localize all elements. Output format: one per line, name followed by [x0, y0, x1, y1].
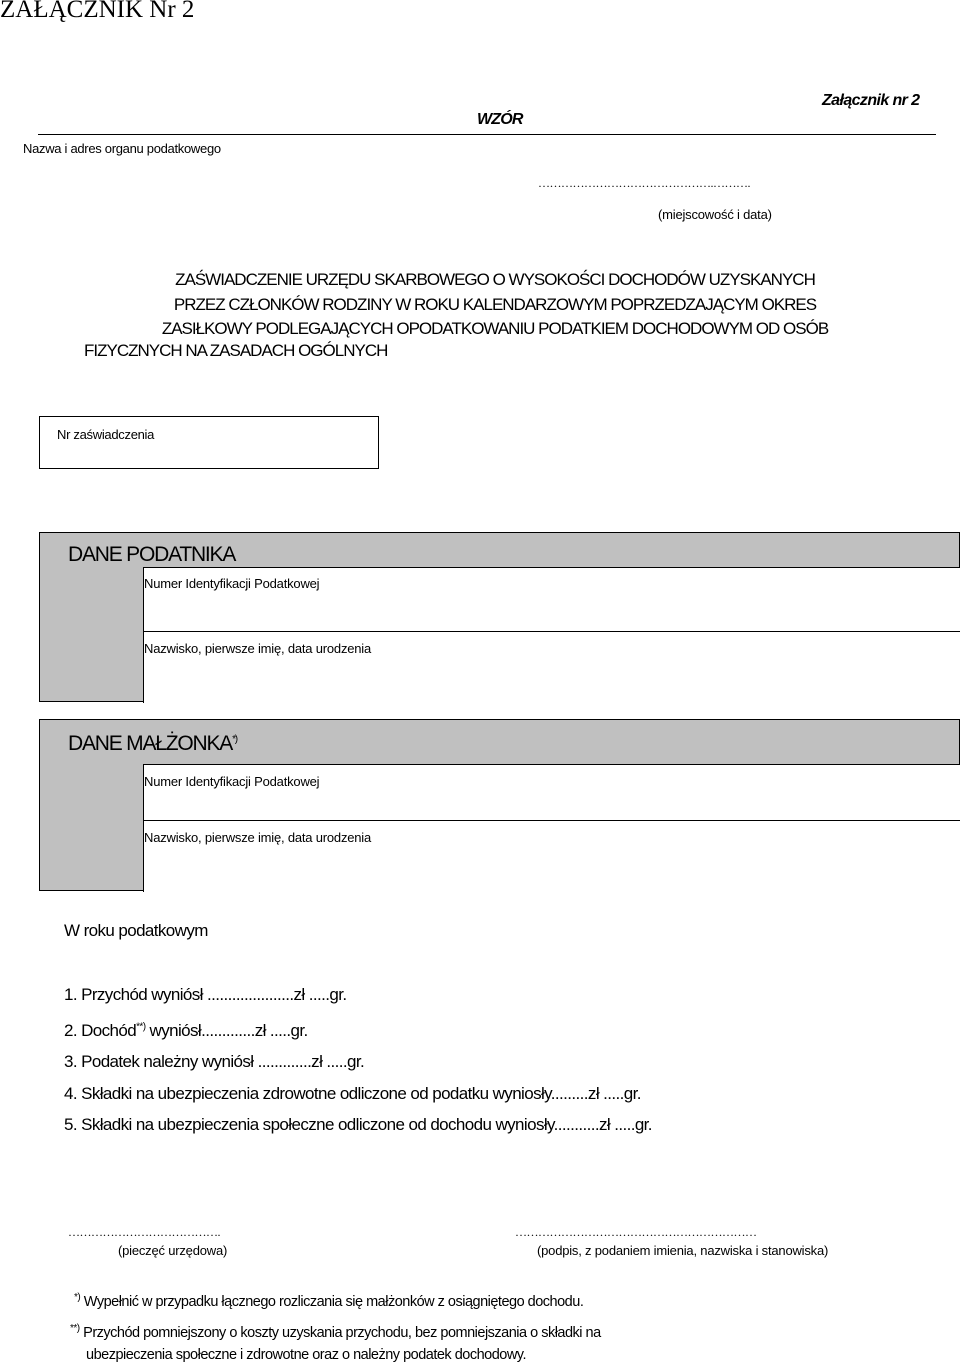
stamp-dots: …………………………………. [68, 1225, 220, 1239]
spouse-section [39, 719, 960, 891]
footnote-1 [74, 1292, 583, 1310]
footnote-1-mark: *) [74, 1292, 81, 1303]
income-line: 1. Przychód wyniósł .....................zł .....gr. [64, 985, 347, 1004]
taxpayer-title: DANE PODATNIKA [68, 543, 236, 566]
title-line: ZASIŁKOWY PODLEGAJĄCYCH OPODATKOWANIU PODATKIEM DOCHODOWYM OD OSÓB [161, 319, 829, 338]
title-line: FIZYCZNYCH NA ZASADACH OGÓLNYCH [84, 341, 388, 360]
certificate-number-field[interactable] [39, 416, 379, 469]
taxpayer-name-label: Nazwisko, pierwsze imię, data urodzenia [144, 641, 372, 656]
document-title [0, 268, 960, 342]
spouse-nip-field[interactable] [143, 764, 960, 821]
spouse-nip-label: Numer Identyfikacji Podatkowej [144, 774, 320, 789]
spouse-title-text: DANE MAŁŻONKA [68, 732, 233, 755]
taxpayer-section [39, 532, 960, 702]
place-date-label: (miejscowość i data) [658, 207, 772, 222]
place-date-dots: ……………………………………….………. [538, 176, 750, 190]
earnings-value: wyniósł.............zł .....gr. [145, 1021, 308, 1040]
spouse-name-label: Nazwisko, pierwsze imię, data urodzenia [144, 830, 372, 845]
title-line: ZAŚWIADCZENIE URZĘDU SKARBOWEGO O WYSOKOŚCI DOCHODÓW UZYSKANYCH [175, 270, 815, 289]
stamp-label: (pieczęć urzędowa) [118, 1243, 228, 1258]
earnings-text: 2. Dochód [64, 1021, 137, 1040]
annex-label-right: Załącznik nr 2 [822, 92, 920, 109]
taxpayer-name-field[interactable] [143, 631, 960, 703]
tax-office-label: Nazwa i adres organu podatkowego [23, 141, 221, 156]
taxpayer-nip-label: Numer Identyfikacji Podatkowej [144, 576, 320, 591]
footnote-2-text-2: ubezpieczenia społeczne i zdrowotne oraz o należny podatek dochodowy. [86, 1346, 527, 1363]
footnote-2-mark: **) [70, 1323, 80, 1334]
footnote-1-text: Wypełnić w przypadku łącznego rozliczania się małżonków z osiągniętego dochodu. [83, 1293, 584, 1310]
spouse-footnote-mark: *) [232, 734, 237, 745]
social-contributions-line: 5. Składki na ubezpieczenia społeczne odliczone od dochodu wyniosły...........zł .....gr. [64, 1115, 652, 1134]
footnote-2-text-1: Przychód pomniejszony o koszty uzyskania przychodu, bez pomniejszania o składki na [83, 1324, 601, 1341]
tax-year-intro: W roku podatkowym [64, 921, 208, 940]
spouse-title [68, 732, 237, 756]
certificate-number-label: Nr zaświadczenia [57, 427, 155, 442]
footnote-2-line-1 [70, 1318, 601, 1344]
title-line: PRZEZ CZŁONKÓW RODZINY W ROKU KALENDARZOWYM POPRZEDZAJĄCYM OKRES [173, 294, 817, 314]
earnings-footnote-mark: **) [136, 1021, 146, 1033]
annex-title: ZAŁĄCZNIK Nr 2 [0, 0, 195, 23]
earnings-line [64, 1021, 308, 1041]
pattern-label: WZÓR [477, 111, 523, 128]
spouse-name-field[interactable] [143, 820, 960, 892]
health-contributions-line: 4. Składki na ubezpieczenia zdrowotne odliczone od podatku wyniosły.........zł .....gr. [64, 1084, 641, 1103]
tax-due-line: 3. Podatek należny wyniósł .............zł .....gr. [64, 1052, 365, 1071]
footnote-2 [70, 1318, 601, 1366]
signature-dots: ……………………………………………………… [515, 1225, 757, 1239]
signature-label: (podpis, z podaniem imienia, nazwiska i stanowiska) [537, 1243, 829, 1258]
header-rule [38, 134, 936, 135]
